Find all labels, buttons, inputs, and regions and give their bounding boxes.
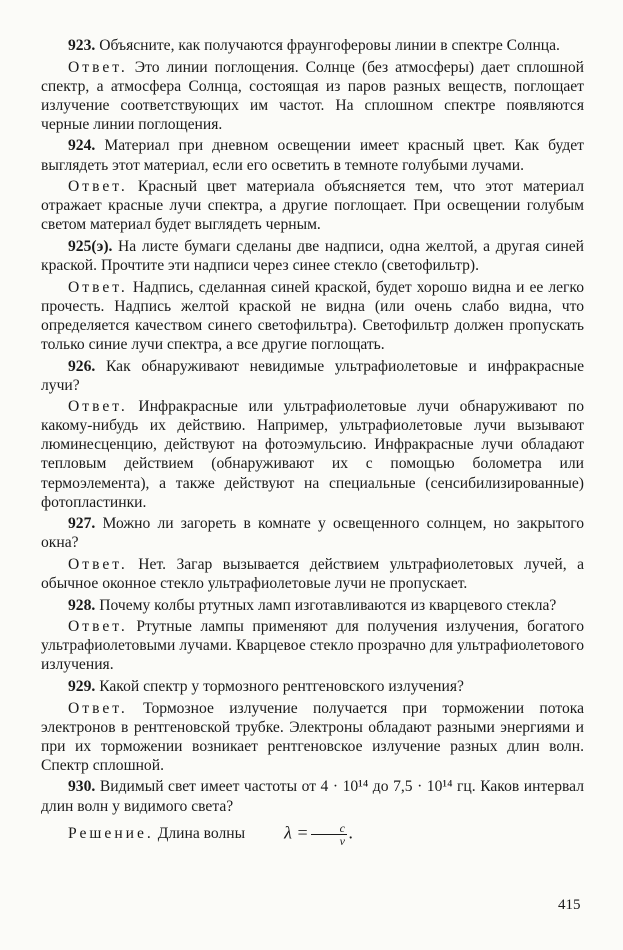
- question-number: 928.: [68, 596, 96, 614]
- answer-text: Нет. Загар вызывается действием ультрафиолетовых лучей, а обычное оконное стекло ультрафиолетовые лучи не пропускает.: [41, 555, 584, 593]
- question-text: Почему колбы ртутных ламп изготавливаются из кварцевого стекла?: [95, 596, 557, 614]
- question-text: На листе бумаги сделаны две надписи, одна желтой, а другая синей краской. Прочтите эти надписи через синее стекло (светофильтр).: [41, 237, 584, 275]
- question-929: [41, 677, 584, 696]
- question-number: 927.: [68, 515, 96, 533]
- question-928: [41, 596, 584, 615]
- question-number: 930.: [68, 778, 96, 796]
- formula-fraction: [311, 822, 347, 847]
- wavelength-formula: [257, 822, 353, 847]
- answer-text: Это линии поглощения. Солнце (без атмосферы) дает сплошной спектр, а атмосфера Солнца, состоящая из паров разных веществ, поглощает излучение соответствующих им частот. На сплошном спектре появляются черные линии поглощения.: [41, 58, 584, 133]
- question-924: [41, 136, 584, 174]
- solution-930: [41, 822, 584, 847]
- answer-926: [41, 397, 584, 512]
- question-number: 923.: [68, 37, 96, 54]
- question-number: 929.: [68, 678, 96, 695]
- formula-tail: .: [348, 822, 354, 843]
- answer-label: Ответ.: [68, 58, 128, 76]
- page-text: [41, 36, 584, 849]
- question-927: [41, 514, 584, 552]
- answer-text: Инфракрасные или ультрафиолетовые лучи обнаруживают по какому-нибудь их действию. Например, ультрафиолетовые лучи вызывают люминесценцию, действуют на фотоэмульсию. Инфракрасные лучи обладают тепловым действием (обнаруживают их с помощью болометра или термоэлемента), а также действуют на специальные (сенсибилизированные) фотопластинки.: [41, 398, 584, 511]
- question-number: 924.: [68, 137, 96, 155]
- question-number: 925(э).: [68, 237, 113, 255]
- question-923: [41, 36, 584, 55]
- answer-923: [41, 58, 584, 134]
- formula-numerator: c: [311, 822, 347, 835]
- formula-denominator: ν: [339, 833, 345, 848]
- answer-924: [41, 177, 584, 234]
- answer-text: Надпись, сделанная синей краской, будет хорошо видна и ее легко прочесть. Надпись желтой краской не видна (или очень слабо видна, что определяется качеством синего светофильтра). Светофильтр должен пропускать только синие лучи спектра, а все другие поглощать.: [41, 278, 584, 353]
- answer-label: Ответ.: [68, 178, 128, 196]
- formula-lhs: λ =: [284, 822, 309, 843]
- answer-label: Ответ.: [68, 699, 128, 717]
- answer-928: [41, 617, 584, 674]
- answer-text: Красный цвет материала объясняется тем, что этот материал отражает красные лучи спектра, а другие поглощает. При освещении голубым светом материал будет выглядеть черным.: [41, 178, 584, 234]
- answer-label: Ответ.: [68, 555, 128, 573]
- question-text: Видимый свет имеет частоты от 4 · 10¹⁴ до 7,5 · 10¹⁴ гц. Каков интервал длин волн у видимого света?: [41, 778, 584, 815]
- answer-929: [41, 699, 584, 775]
- question-text: Материал при дневном освещении имеет красный цвет. Как будет выглядеть этот материал, если его осветить в темноте голубыми лучами.: [41, 137, 584, 174]
- answer-text: Ртутные лампы применяют для получения излучения, богатого ультрафиолетовыми лучами. Кварцевое стекло прозрачно для ультрафиолетового излучения.: [41, 618, 584, 674]
- question-number: 926.: [68, 357, 96, 375]
- solution-text: Длина волны: [153, 824, 246, 842]
- solution-label: Решение.: [68, 824, 154, 842]
- answer-925: [41, 278, 584, 354]
- question-text: Какой спектр у тормозного рентгеновского излучения?: [95, 678, 464, 695]
- answer-927: [41, 555, 584, 593]
- question-text: Объясните, как получаются фраунгоферовы линии в спектре Солнца.: [95, 37, 560, 54]
- question-text: Как обнаруживают невидимые ультрафиолетовые и инфракрасные лучи?: [41, 357, 584, 394]
- question-930: [41, 777, 584, 815]
- answer-label: Ответ.: [68, 278, 128, 296]
- question-text: Можно ли загореть в комнате у освещенного солнцем, но закрытого окна?: [41, 515, 584, 552]
- answer-text: Тормозное излучение получается при торможении потока электронов в рентгеновской трубке. Электроны обладают разными энергиями и при их торможении возникает рентгеновское излучение разных длин волн. Спектр сплошной.: [41, 699, 584, 774]
- answer-label: Ответ.: [68, 618, 128, 636]
- answer-label: Ответ.: [68, 398, 128, 416]
- question-925: [41, 237, 584, 275]
- question-926: [41, 357, 584, 395]
- page-number: 415: [558, 897, 581, 913]
